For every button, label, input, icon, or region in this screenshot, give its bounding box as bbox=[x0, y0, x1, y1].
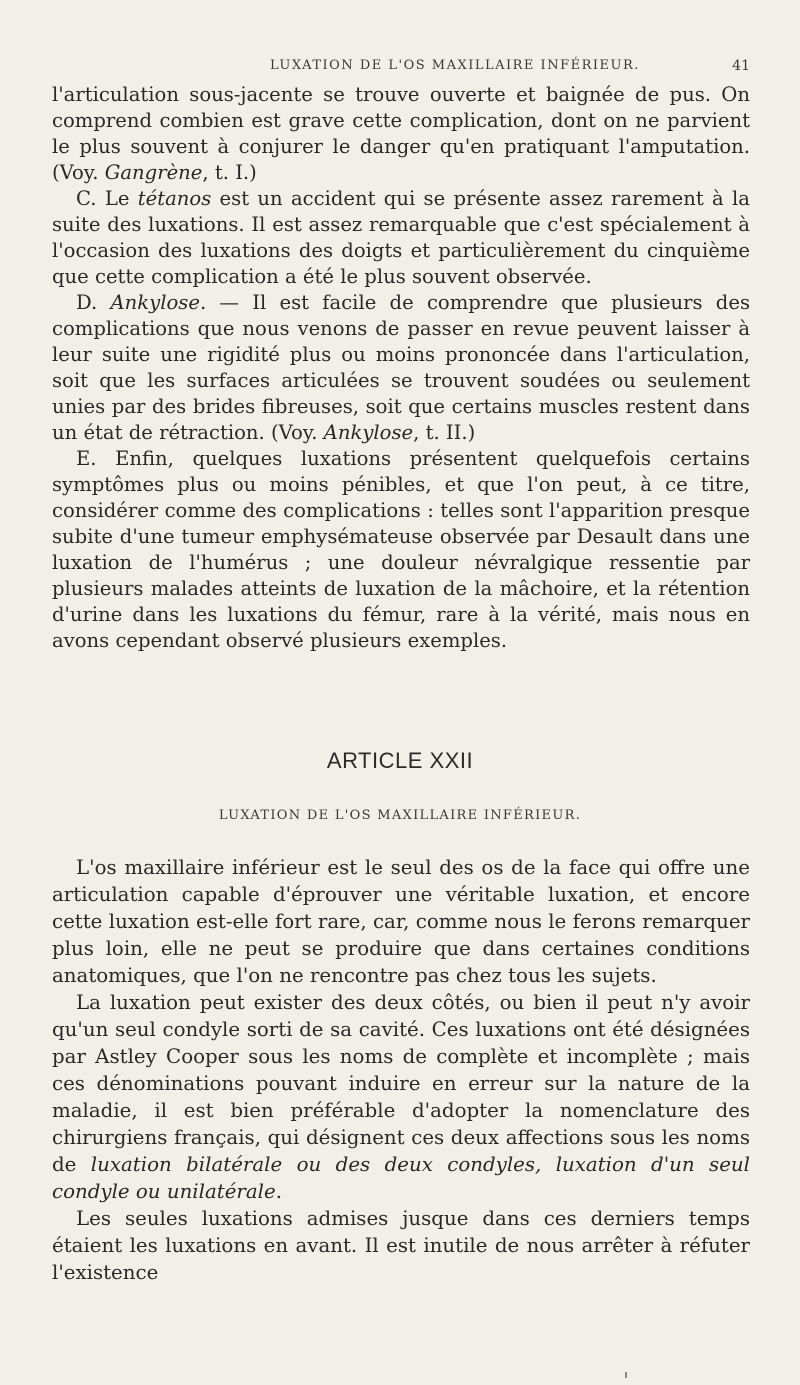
running-head bbox=[270, 58, 750, 73]
reference-tail: , t. I.) bbox=[202, 161, 257, 184]
item-label: D. bbox=[76, 291, 111, 314]
running-title: LUXATION DE L'OS MAXILLAIRE INFÉRIEUR. bbox=[270, 58, 640, 73]
paragraph-text: . — Il est facile de comprendre que plusieurs des complications que nous venons de passer en revue peuvent laisser à leur suite une rigidité plus ou moins prononcée dans l'articulation, soit que les surfaces articulées se trouvent soudées ou seulement unies par des brides fibreuses, soit que certains muscles restent dans un état de rétraction. (Voy. bbox=[52, 291, 751, 444]
paragraph-enfin bbox=[52, 446, 750, 654]
paragraph-ankylose bbox=[52, 290, 750, 446]
paragraph-types bbox=[52, 989, 750, 1205]
reference-tail: , t. II.) bbox=[413, 421, 476, 444]
term-ankylose: Ankylose bbox=[110, 291, 200, 314]
cross-reference: Gangrène bbox=[104, 161, 203, 184]
paragraph-tetanos bbox=[52, 186, 750, 290]
paragraph-intro bbox=[52, 854, 750, 989]
nomenclature-terms: luxation bilatérale ou des deux condyles, luxation d'un seul condyle ou unilatérale bbox=[52, 1153, 750, 1203]
bottom-text-section bbox=[52, 854, 750, 1286]
paragraph-anterior bbox=[52, 1205, 750, 1286]
article-subheading: LUXATION DE L'OS MAXILLAIRE INFÉRIEUR. bbox=[218, 808, 582, 823]
print-mark bbox=[625, 1372, 627, 1378]
term-tetanos: tétanos bbox=[137, 187, 212, 210]
paragraph-tail: . bbox=[275, 1180, 282, 1203]
paragraph-text: Les seules luxations admises jusque dans ces derniers temps étaient les luxations en avant. Il est inutile de nous arrêter à réfuter l'existence bbox=[52, 1207, 750, 1284]
paragraph-continuation bbox=[52, 82, 750, 186]
paragraph-text: E. Enfin, quelques luxations présentent quelquefois certains symptômes plus ou moins pénibles, et que l'on peut, à ce titre, considérer comme des complications : telles sont l'apparition presque subite d'une tumeur emphysémateuse observée par Desault dans une luxation de l'humérus ; une douleur névralgique ressentie par plusieurs malades atteints de luxation de la mâchoire, et la rétention d'urine dans les luxations du fémur, rare à la vérité, mais nous en avons cependant observé plusieurs exemples. bbox=[52, 447, 750, 652]
page-number: 41 bbox=[732, 58, 750, 74]
paragraph-text: est un accident qui se présente assez rarement à la suite des luxations. Il est assez remarquable que c'est spécialement à l'occasion des luxations des doigts et particulièrement du cinquième que cette complication a été le plus souvent observée. bbox=[52, 187, 750, 288]
item-label: C. Le bbox=[76, 187, 138, 210]
top-text-section bbox=[52, 82, 750, 654]
cross-reference: Ankylose bbox=[323, 421, 414, 444]
paragraph-text: La luxation peut exister des deux côtés, ou bien il peut n'y avoir qu'un seul condyle sorti de sa cavité. Ces luxations ont été désignées par Astley Cooper sous les noms de complète et incomplète ; mais ces dénominations pouvant induire en erreur sur la nature de la maladie, il est bien préférable d'adopter la nomenclature des chirurgiens français, qui désignent ces deux affections sous les noms de bbox=[52, 991, 750, 1176]
article-heading: ARTICLE XXII bbox=[326, 748, 474, 773]
paragraph-text: l'articulation sous-jacente se trouve ouverte et baignée de pus. On comprend combien est grave cette complication, dont on ne parvient le plus souvent à conjurer le danger qu'en pratiquant l'amputation. (Voy. bbox=[52, 83, 750, 184]
paragraph-text: L'os maxillaire inférieur est le seul des os de la face qui offre une articulation capable d'éprouver une véritable luxation, et encore cette luxation est-elle fort rare, car, comme nous le ferons remarquer plus loin, elle ne peut se produire que dans certaines conditions anatomiques, que l'on ne rencontre pas chez tous les sujets. bbox=[52, 856, 750, 987]
